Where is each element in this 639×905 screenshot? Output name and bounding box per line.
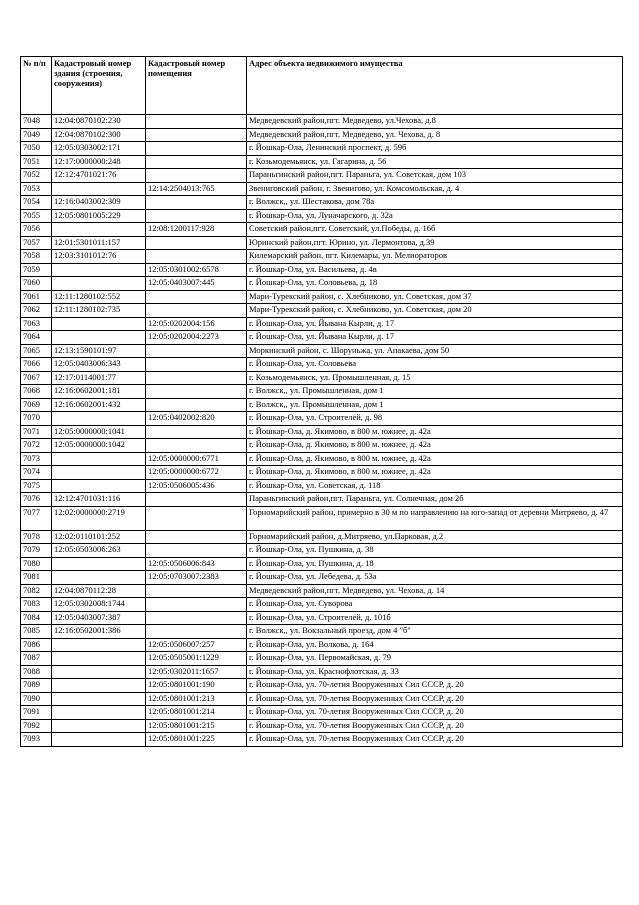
cell-number: 7057 [21,236,52,250]
table-row [21,719,623,733]
cell-address: Моркинский район, с. Шоруньжа, ул. Апакаева, дом 50 [247,344,623,358]
cell-room-cadastral [146,598,247,612]
cell-number: 7051 [21,155,52,169]
cell-room-cadastral [146,425,247,439]
cell-building-cadastral [52,277,146,291]
cell-address: г. Йошкар-Ола, ул. Пушкина, д. 38 [247,544,623,558]
cell-building-cadastral [52,331,146,345]
cell-number: 7090 [21,692,52,706]
table-row [21,706,623,720]
cell-address: г. Йошкар-Ола, ул. Строителей, д. 98 [247,412,623,426]
cell-number: 7074 [21,466,52,480]
cell-building-cadastral: 12:11:1280102:735 [52,304,146,318]
table-row [21,412,623,426]
table-row [21,115,623,129]
cell-number: 7062 [21,304,52,318]
cell-building-cadastral: 12:04:0870102:300 [52,128,146,142]
cell-room-cadastral: 12:05:0801001:225 [146,733,247,747]
cell-room-cadastral: 12:05:0506007:257 [146,638,247,652]
cell-building-cadastral: 12:04:0870102:230 [52,115,146,129]
cell-address: г. Йошкар-Ола, ул. Краснофлотская, д. 33 [247,665,623,679]
cell-room-cadastral: 12:05:0000000:6772 [146,466,247,480]
cell-room-cadastral [146,385,247,399]
cell-address: Горномарийский район, примерно в 30 м по направлению на юго-запад от деревни Митряево, д. 47 [247,506,623,530]
table-body [21,115,623,747]
cell-building-cadastral: 12:05:0303002:171 [52,142,146,156]
header-number: № п/п [21,57,52,115]
cell-address: г. Йошкар-Ола, ул. Йывана Кырли, д. 17 [247,317,623,331]
cell-room-cadastral [146,371,247,385]
cell-address: г. Йошкар-Ола, ул. Васильева, д. 4в [247,263,623,277]
cell-number: 7070 [21,412,52,426]
cell-building-cadastral: 12:16:0602001:432 [52,398,146,412]
cell-number: 7071 [21,425,52,439]
cell-address: г. Йошкар-Ола, ул. Соловьева [247,358,623,372]
cell-building-cadastral [52,317,146,331]
cell-number: 7086 [21,638,52,652]
table-row [21,611,623,625]
table-row [21,506,623,530]
cell-number: 7063 [21,317,52,331]
cell-room-cadastral [146,169,247,183]
table-row [21,169,623,183]
cell-room-cadastral: 12:05:0301002:6578 [146,263,247,277]
cell-room-cadastral: 12:05:0801001:215 [146,719,247,733]
cell-address: г. Йошкар-Ола, д. Якимово, в 800 м. южнее, д. 42а [247,425,623,439]
cell-room-cadastral [146,439,247,453]
cell-address: г. Йошкар-Ола, ул. 70-летия Вооруженных Сил СССР, д. 20 [247,733,623,747]
cell-number: 7085 [21,625,52,639]
header-building-cadastral: Кадастровый номер здания (строения, сооружения) [52,57,146,115]
cell-address: г. Йошкар-Ола, ул. Пушкина, д. 18 [247,557,623,571]
cell-building-cadastral [52,571,146,585]
cell-building-cadastral [52,733,146,747]
cell-building-cadastral: 12:05:0403006:343 [52,358,146,372]
cell-building-cadastral: 12:04:0870112:28 [52,584,146,598]
cell-number: 7052 [21,169,52,183]
cell-address: Мари-Турекский район, с. Хлебниково, ул. Советская, дом 20 [247,304,623,318]
cell-room-cadastral: 12:05:0202004:2273 [146,331,247,345]
cell-number: 7054 [21,196,52,210]
cell-address: г. Йошкар-Ола, д. Якимово, в 800 м. южнее, д. 42а [247,466,623,480]
cell-address: Килемарский район, пгт. Килемары, ул. Мелиораторов [247,250,623,264]
header-room-cadastral: Кадастровый номер помещения [146,57,247,115]
cell-address: г. Козьмодемьянск, ул. Промышленная, д. 15 [247,371,623,385]
cell-room-cadastral: 12:05:0505001:1229 [146,652,247,666]
cell-building-cadastral: 12:12:4701031:116 [52,493,146,507]
table-row [21,479,623,493]
cell-address: г. Йошкар-Ола, ул. Волкова, д. 164 [247,638,623,652]
cell-room-cadastral: 12:14:2504013:765 [146,182,247,196]
cell-room-cadastral [146,398,247,412]
cell-number: 7076 [21,493,52,507]
cell-number: 7075 [21,479,52,493]
cell-number: 7068 [21,385,52,399]
table-row [21,250,623,264]
cell-building-cadastral: 12:01:5301011:157 [52,236,146,250]
cell-number: 7082 [21,584,52,598]
cell-room-cadastral [146,611,247,625]
cell-address: г. Йошкар-Ола, ул. 70-летия Вооруженных Сил СССР, д. 20 [247,692,623,706]
cell-number: 7093 [21,733,52,747]
table-row [21,439,623,453]
cell-room-cadastral: 12:05:0801001:214 [146,706,247,720]
table-row [21,425,623,439]
cell-address: г. Волжск,, ул. Промышленная, дом 1 [247,385,623,399]
cell-address: Юринский район,пгт. Юрино, ул. Лермонтова, д.39 [247,236,623,250]
cell-address: Советский район,пгт. Советский, ул.Победы, д. 16б [247,223,623,237]
cell-number: 7050 [21,142,52,156]
cell-building-cadastral: 12:05:0302008:1744 [52,598,146,612]
cell-building-cadastral: 12:17:0114001:77 [52,371,146,385]
table-row [21,128,623,142]
cell-number: 7056 [21,223,52,237]
table-row [21,182,623,196]
cell-number: 7077 [21,506,52,530]
cell-room-cadastral [146,530,247,544]
cell-building-cadastral [52,665,146,679]
cell-room-cadastral: 12:05:0506006:843 [146,557,247,571]
cell-address: Медведевский район,пгт. Медведево, ул.Чехова, д.8 [247,115,623,129]
cell-address: Горномарийский район, д.Митряево, ул.Парковая, д.2 [247,530,623,544]
cell-address: г. Йошкар-Ола, д. Якимово, в 800 м. южнее, д. 42а [247,452,623,466]
cell-address: г. Йошкар-Ола, ул. Лебедева, д. 53а [247,571,623,585]
cell-building-cadastral: 12:16:0403002:309 [52,196,146,210]
cell-room-cadastral [146,584,247,598]
cell-building-cadastral: 12:02:0110101:252 [52,530,146,544]
table-row [21,679,623,693]
cell-address: Медведевский район,пгт. Медведево, ул. Чехова, д. 14 [247,584,623,598]
table-row [21,223,623,237]
cell-room-cadastral [146,506,247,530]
cell-building-cadastral: 12:02:0000000:2719 [52,506,146,530]
cell-room-cadastral [146,196,247,210]
cell-building-cadastral: 12:05:0000000:1042 [52,439,146,453]
table-row [21,466,623,480]
cell-building-cadastral: 12:12:4701021:76 [52,169,146,183]
cell-number: 7072 [21,439,52,453]
cell-room-cadastral: 12:05:0801001:213 [146,692,247,706]
cell-building-cadastral [52,706,146,720]
cell-building-cadastral [52,466,146,480]
cell-number: 7061 [21,290,52,304]
cell-room-cadastral [146,544,247,558]
cell-address: г. Йошкар-Ола, ул. Луначарского, д. 32а [247,209,623,223]
cell-building-cadastral: 12:17:0000000:248 [52,155,146,169]
cell-room-cadastral: 12:05:0202004:156 [146,317,247,331]
cell-building-cadastral: 12:05:0000000:1041 [52,425,146,439]
table-row [21,625,623,639]
cell-room-cadastral [146,128,247,142]
cell-number: 7060 [21,277,52,291]
cell-number: 7066 [21,358,52,372]
cell-address: г. Козьмодемьянск, ул. Гагарина, д. 56 [247,155,623,169]
cell-room-cadastral [146,142,247,156]
cell-building-cadastral [52,479,146,493]
cell-room-cadastral [146,304,247,318]
table-row [21,209,623,223]
table-row [21,493,623,507]
header-address: Адрес объекта недвижимого имущества [247,57,623,115]
table-row [21,544,623,558]
cell-room-cadastral [146,290,247,304]
table-row [21,331,623,345]
cell-building-cadastral [52,182,146,196]
table-row [21,598,623,612]
cell-building-cadastral [52,223,146,237]
table-row [21,290,623,304]
cell-room-cadastral: 12:05:0703007:2383 [146,571,247,585]
cell-number: 7078 [21,530,52,544]
cell-address: г. Волжск,, ул. Вокзальный проезд, дом 4 "б" [247,625,623,639]
cell-address: г. Йошкар-Ола, Ленинский проспект, д. 59б [247,142,623,156]
cell-room-cadastral [146,155,247,169]
cell-number: 7081 [21,571,52,585]
cell-number: 7069 [21,398,52,412]
table-row [21,385,623,399]
cell-address: г. Йошкар-Ола, ул. Строителей, д. 101б [247,611,623,625]
cell-number: 7059 [21,263,52,277]
cell-number: 7049 [21,128,52,142]
cell-number: 7065 [21,344,52,358]
cell-room-cadastral: 12:08:1200117:928 [146,223,247,237]
table-row [21,263,623,277]
cell-number: 7091 [21,706,52,720]
cell-room-cadastral [146,344,247,358]
cell-building-cadastral [52,679,146,693]
cell-number: 7073 [21,452,52,466]
cell-number: 7088 [21,665,52,679]
table-row [21,692,623,706]
cell-address: г. Йошкар-Ола, ул. Йывана Кырли, д. 17 [247,331,623,345]
cell-number: 7092 [21,719,52,733]
cell-building-cadastral [52,557,146,571]
cell-number: 7087 [21,652,52,666]
table-header [21,57,623,115]
table-row [21,196,623,210]
cell-room-cadastral: 12:05:0000000:6771 [146,452,247,466]
cell-room-cadastral: 12:05:0801001:190 [146,679,247,693]
cell-number: 7067 [21,371,52,385]
cell-building-cadastral [52,638,146,652]
table-row [21,236,623,250]
cell-building-cadastral: 12:05:0403007:387 [52,611,146,625]
table-row [21,358,623,372]
table-row [21,571,623,585]
table-row [21,584,623,598]
cell-room-cadastral [146,209,247,223]
table-row [21,142,623,156]
cell-address: г. Йошкар-Ола, ул. Суворова [247,598,623,612]
cell-building-cadastral: 12:16:0602001:181 [52,385,146,399]
cell-address: г. Йошкар-Ола, ул. 70-летия Вооруженных Сил СССР, д. 20 [247,706,623,720]
cell-address: Медведевский район,пгт. Медведево, ул. Чехова, д. 8 [247,128,623,142]
table-row [21,452,623,466]
cell-number: 7080 [21,557,52,571]
cell-number: 7079 [21,544,52,558]
table-row [21,652,623,666]
cell-room-cadastral [146,493,247,507]
cell-building-cadastral: 12:05:0801005:229 [52,209,146,223]
cell-building-cadastral: 12:13:1590101:97 [52,344,146,358]
table-row [21,344,623,358]
cell-building-cadastral: 12:16:0502001:386 [52,625,146,639]
cell-address: г. Йошкар-Ола, ул. Первомайская, д. 79 [247,652,623,666]
cell-number: 7053 [21,182,52,196]
cell-building-cadastral: 12:05:0503006:263 [52,544,146,558]
table-row [21,733,623,747]
cell-address: Звениговский район, г. Звенигово, ул. Комсомольская, д. 4 [247,182,623,196]
cell-room-cadastral [146,358,247,372]
header-row [21,57,623,115]
cell-room-cadastral [146,250,247,264]
cell-building-cadastral: 12:03:3101012:76 [52,250,146,264]
table-row [21,557,623,571]
cell-number: 7055 [21,209,52,223]
cell-number: 7083 [21,598,52,612]
cell-building-cadastral [52,719,146,733]
cell-building-cadastral [52,452,146,466]
cell-address: Мари-Турекский район, с. Хлебниково, ул. Советская, дом 37 [247,290,623,304]
cell-address: г. Йошкар-Ола, д. Якимово, в 800 м. южнее, д. 42а [247,439,623,453]
cell-number: 7064 [21,331,52,345]
table-row [21,155,623,169]
cell-number: 7058 [21,250,52,264]
table-row [21,317,623,331]
table-row [21,665,623,679]
table-row [21,530,623,544]
cell-building-cadastral [52,652,146,666]
cell-address: г. Волжск,, ул. Промышленная, дом 1 [247,398,623,412]
cell-address: г. Йошкар-Ола, ул. 70-летия Вооруженных Сил СССР, д. 20 [247,719,623,733]
table-row [21,304,623,318]
cell-room-cadastral: 12:05:0403007:445 [146,277,247,291]
table-row [21,398,623,412]
cell-address: Параньгинский район,пгт. Параньга, ул. Советская, дом 103 [247,169,623,183]
table-row [21,371,623,385]
cell-number: 7048 [21,115,52,129]
cell-number: 7084 [21,611,52,625]
cell-building-cadastral [52,263,146,277]
table-row [21,638,623,652]
cell-room-cadastral: 12:05:0302011:1657 [146,665,247,679]
cell-room-cadastral [146,236,247,250]
cell-address: г. Йошкар-Ола, ул. Соловьева, д. 18 [247,277,623,291]
cell-room-cadastral [146,625,247,639]
cell-room-cadastral: 12:05:0402002:820 [146,412,247,426]
cell-building-cadastral: 12:11:1280102:552 [52,290,146,304]
cell-room-cadastral: 12:05:0506005:436 [146,479,247,493]
cell-room-cadastral [146,115,247,129]
cell-address: г. Йошкар-Ола, ул. 70-летия Вооруженных Сил СССР, д. 20 [247,679,623,693]
cell-building-cadastral [52,692,146,706]
cell-number: 7089 [21,679,52,693]
cell-address: г. Йошкар-Ола, ул. Советская, д. 118 [247,479,623,493]
cell-building-cadastral [52,412,146,426]
property-register-table [20,56,623,747]
table-row [21,277,623,291]
cell-address: Параньгинский район,пгт. Параньга, ул. Солнечная, дом 2б [247,493,623,507]
cell-address: г. Волжск,, ул. Шестакова, дом 78а [247,196,623,210]
